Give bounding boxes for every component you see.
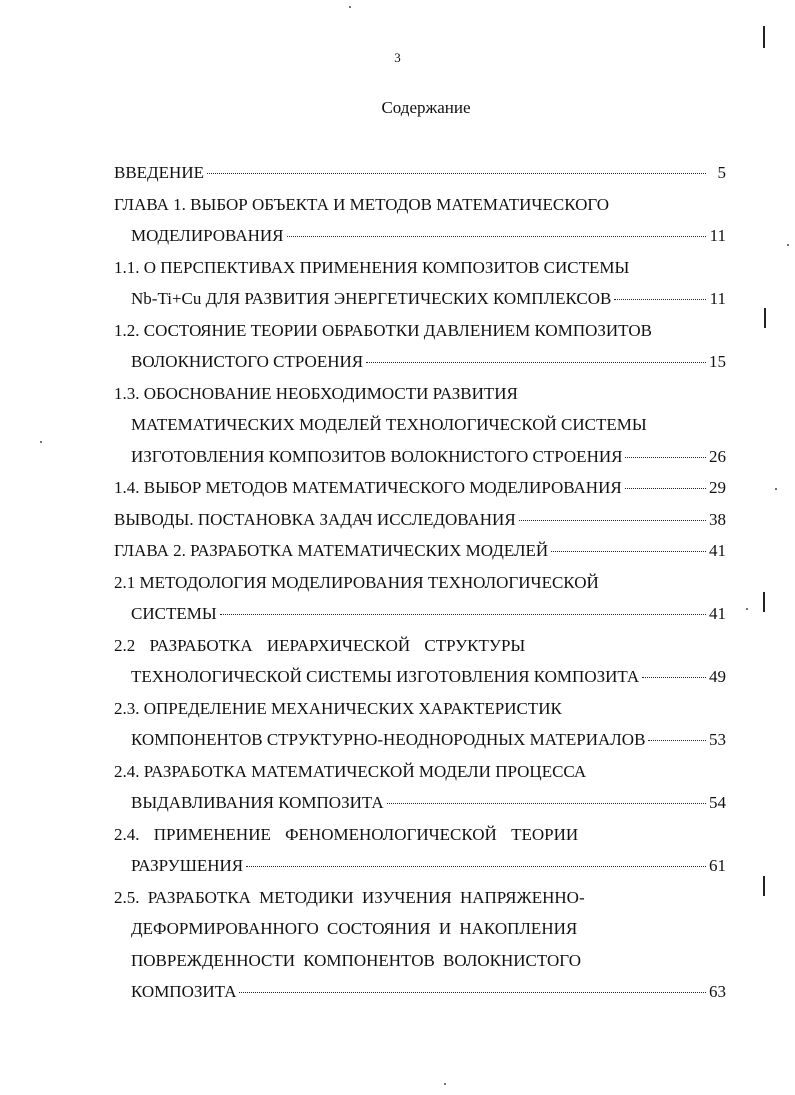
dot-leader (246, 866, 706, 867)
toc-entry-text: Nb-Ti+Cu ДЛЯ РАЗВИТИЯ ЭНЕРГЕТИЧЕСКИХ КОМПЛЕКСОВ (131, 289, 612, 308)
toc-entry-chapter-1 (114, 189, 726, 252)
toc-entry-1-3 (114, 378, 726, 473)
dot-leader (366, 362, 706, 363)
toc-entry-text: МОДЕЛИРОВАНИЯ (131, 226, 284, 245)
toc-entry-text: ПОВРЕЖДЕННОСТИ КОМПОНЕНТОВ ВОЛОКНИСТОГО (131, 950, 581, 970)
toc-entry-text: 1.2. СОСТОЯНИЕ ТЕОРИИ ОБРАБОТКИ ДАВЛЕНИЕМ КОМПОЗИТОВ (114, 320, 652, 340)
toc-entry-text: 1.4. ВЫБОР МЕТОДОВ МАТЕМАТИЧЕСКОГО МОДЕЛИРОВАНИЯ (114, 478, 622, 497)
toc-entry-text: 2.5. РАЗРАБОТКА МЕТОДИКИ ИЗУЧЕНИЯ НАПРЯЖЕННО- (114, 887, 585, 907)
toc-entry-2-4-theory (114, 819, 726, 882)
table-of-contents (114, 157, 726, 1008)
toc-page-number: 38 (709, 509, 726, 529)
toc-entry-text: 2.3. ОПРЕДЕЛЕНИЕ МЕХАНИЧЕСКИХ ХАРАКТЕРИСТИК (114, 698, 562, 718)
dot-leader (287, 236, 707, 237)
toc-entry-text: ДЕФОРМИРОВАННОГО СОСТОЯНИЯ И НАКОПЛЕНИЯ (131, 919, 578, 938)
dot-leader (551, 551, 706, 552)
toc-entry-text: 2.2 РАЗРАБОТКА ИЕРАРХИЧЕСКОЙ СТРУКТУРЫ (114, 635, 526, 655)
toc-entry-text: КОМПОНЕНТОВ СТРУКТУРНО-НЕОДНОРОДНЫХ МАТЕРИАЛОВ (131, 730, 646, 749)
toc-entry-text: ТЕХНОЛОГИЧЕСКОЙ СИСТЕМЫ ИЗГОТОВЛЕНИЯ КОМПОЗИТА (131, 667, 640, 686)
toc-page-number: 5 (717, 163, 726, 182)
toc-entry-text: ВЫВОДЫ. ПОСТАНОВКА ЗАДАЧ ИССЛЕДОВАНИЯ (114, 509, 516, 529)
dot-leader (220, 614, 706, 615)
toc-entry-1-1 (114, 252, 726, 315)
toc-entry-text: 2.4. РАЗРАБОТКА МАТЕМАТИЧЕСКОЙ МОДЕЛИ ПРОЦЕССА (114, 761, 587, 781)
toc-entry-2-5 (114, 882, 726, 1008)
toc-title: Содержание (381, 98, 471, 117)
scan-speck (746, 608, 748, 610)
dot-leader (625, 457, 706, 458)
scan-speck (40, 441, 42, 443)
dot-leader (614, 299, 706, 300)
toc-page-number: 15 (709, 352, 726, 371)
toc-entry-text: КОМПОЗИТА (131, 982, 237, 1001)
scan-speck (349, 6, 351, 8)
dot-leader (239, 992, 706, 993)
dot-leader (648, 740, 706, 741)
scan-mark (763, 876, 765, 896)
scan-speck (775, 488, 777, 490)
toc-page-number: 53 (709, 730, 726, 749)
toc-entry-text: ВЫДАВЛИВАНИЯ КОМПОЗИТА (131, 793, 384, 812)
toc-entry-conclusions (114, 504, 726, 536)
toc-entry-2-3 (114, 693, 726, 756)
toc-page-number: 49 (709, 667, 726, 686)
toc-entry-2-1 (114, 567, 726, 630)
toc-entry-text: СИСТЕМЫ (131, 604, 217, 623)
toc-entry-introduction (114, 157, 726, 189)
toc-page-number: 61 (709, 856, 726, 875)
toc-entry-chapter-2 (114, 535, 726, 567)
toc-page-number: 11 (709, 226, 726, 245)
toc-entry-text: МАТЕМАТИЧЕСКИХ МОДЕЛЕЙ ТЕХНОЛОГИЧЕСКОЙ СИСТЕМЫ (131, 415, 647, 434)
dot-leader (519, 520, 706, 521)
toc-page-number: 41 (709, 541, 726, 560)
toc-entry-text: 1.1. О ПЕРСПЕКТИВАХ ПРИМЕНЕНИЯ КОМПОЗИТОВ СИСТЕМЫ (114, 257, 630, 277)
page-number: 3 (394, 50, 401, 65)
toc-page-number: 26 (709, 446, 726, 466)
toc-page-number: 63 (709, 982, 726, 1001)
dot-leader (625, 488, 706, 489)
toc-page-number: 11 (709, 289, 726, 308)
toc-entry-text: ВВЕДЕНИЕ (114, 163, 204, 182)
scan-speck (444, 1083, 446, 1085)
dot-leader (387, 803, 706, 804)
dot-leader (642, 677, 706, 678)
scan-mark (764, 308, 766, 328)
toc-entry-text: РАЗРУШЕНИЯ (131, 856, 244, 875)
scan-mark (763, 26, 765, 48)
toc-entry-text: ВОЛОКНИСТОГО СТРОЕНИЯ (131, 352, 364, 371)
scan-mark (763, 592, 765, 612)
toc-entry-2-4-model (114, 756, 726, 819)
dot-leader (207, 173, 706, 174)
toc-entry-2-2 (114, 630, 726, 693)
toc-entry-text: 2.4. ПРИМЕНЕНИЕ ФЕНОМЕНОЛОГИЧЕСКОЙ ТЕОРИИ (114, 824, 579, 844)
toc-entry-text: 1.3. ОБОСНОВАНИЕ НЕОБХОДИМОСТИ РАЗВИТИЯ (114, 383, 518, 403)
toc-entry-text: ГЛАВА 2. РАЗРАБОТКА МАТЕМАТИЧЕСКИХ МОДЕЛЕЙ (114, 541, 549, 560)
toc-entry-text: ИЗГОТОВЛЕНИЯ КОМПОЗИТОВ ВОЛОКНИСТОГО СТРОЕНИЯ (131, 446, 623, 466)
toc-page-number: 41 (709, 604, 726, 623)
toc-entry-text: 2.1 МЕТОДОЛОГИЯ МОДЕЛИРОВАНИЯ ТЕХНОЛОГИЧЕСКОЙ (114, 572, 599, 592)
scan-speck (787, 244, 789, 246)
toc-entry-1-4 (114, 472, 726, 504)
toc-entry-text: ГЛАВА 1. ВЫБОР ОБЪЕКТА И МЕТОДОВ МАТЕМАТИЧЕСКОГО (114, 194, 610, 214)
toc-page-number: 54 (709, 793, 726, 812)
toc-entry-1-2 (114, 315, 726, 378)
toc-page-number: 29 (709, 478, 726, 497)
